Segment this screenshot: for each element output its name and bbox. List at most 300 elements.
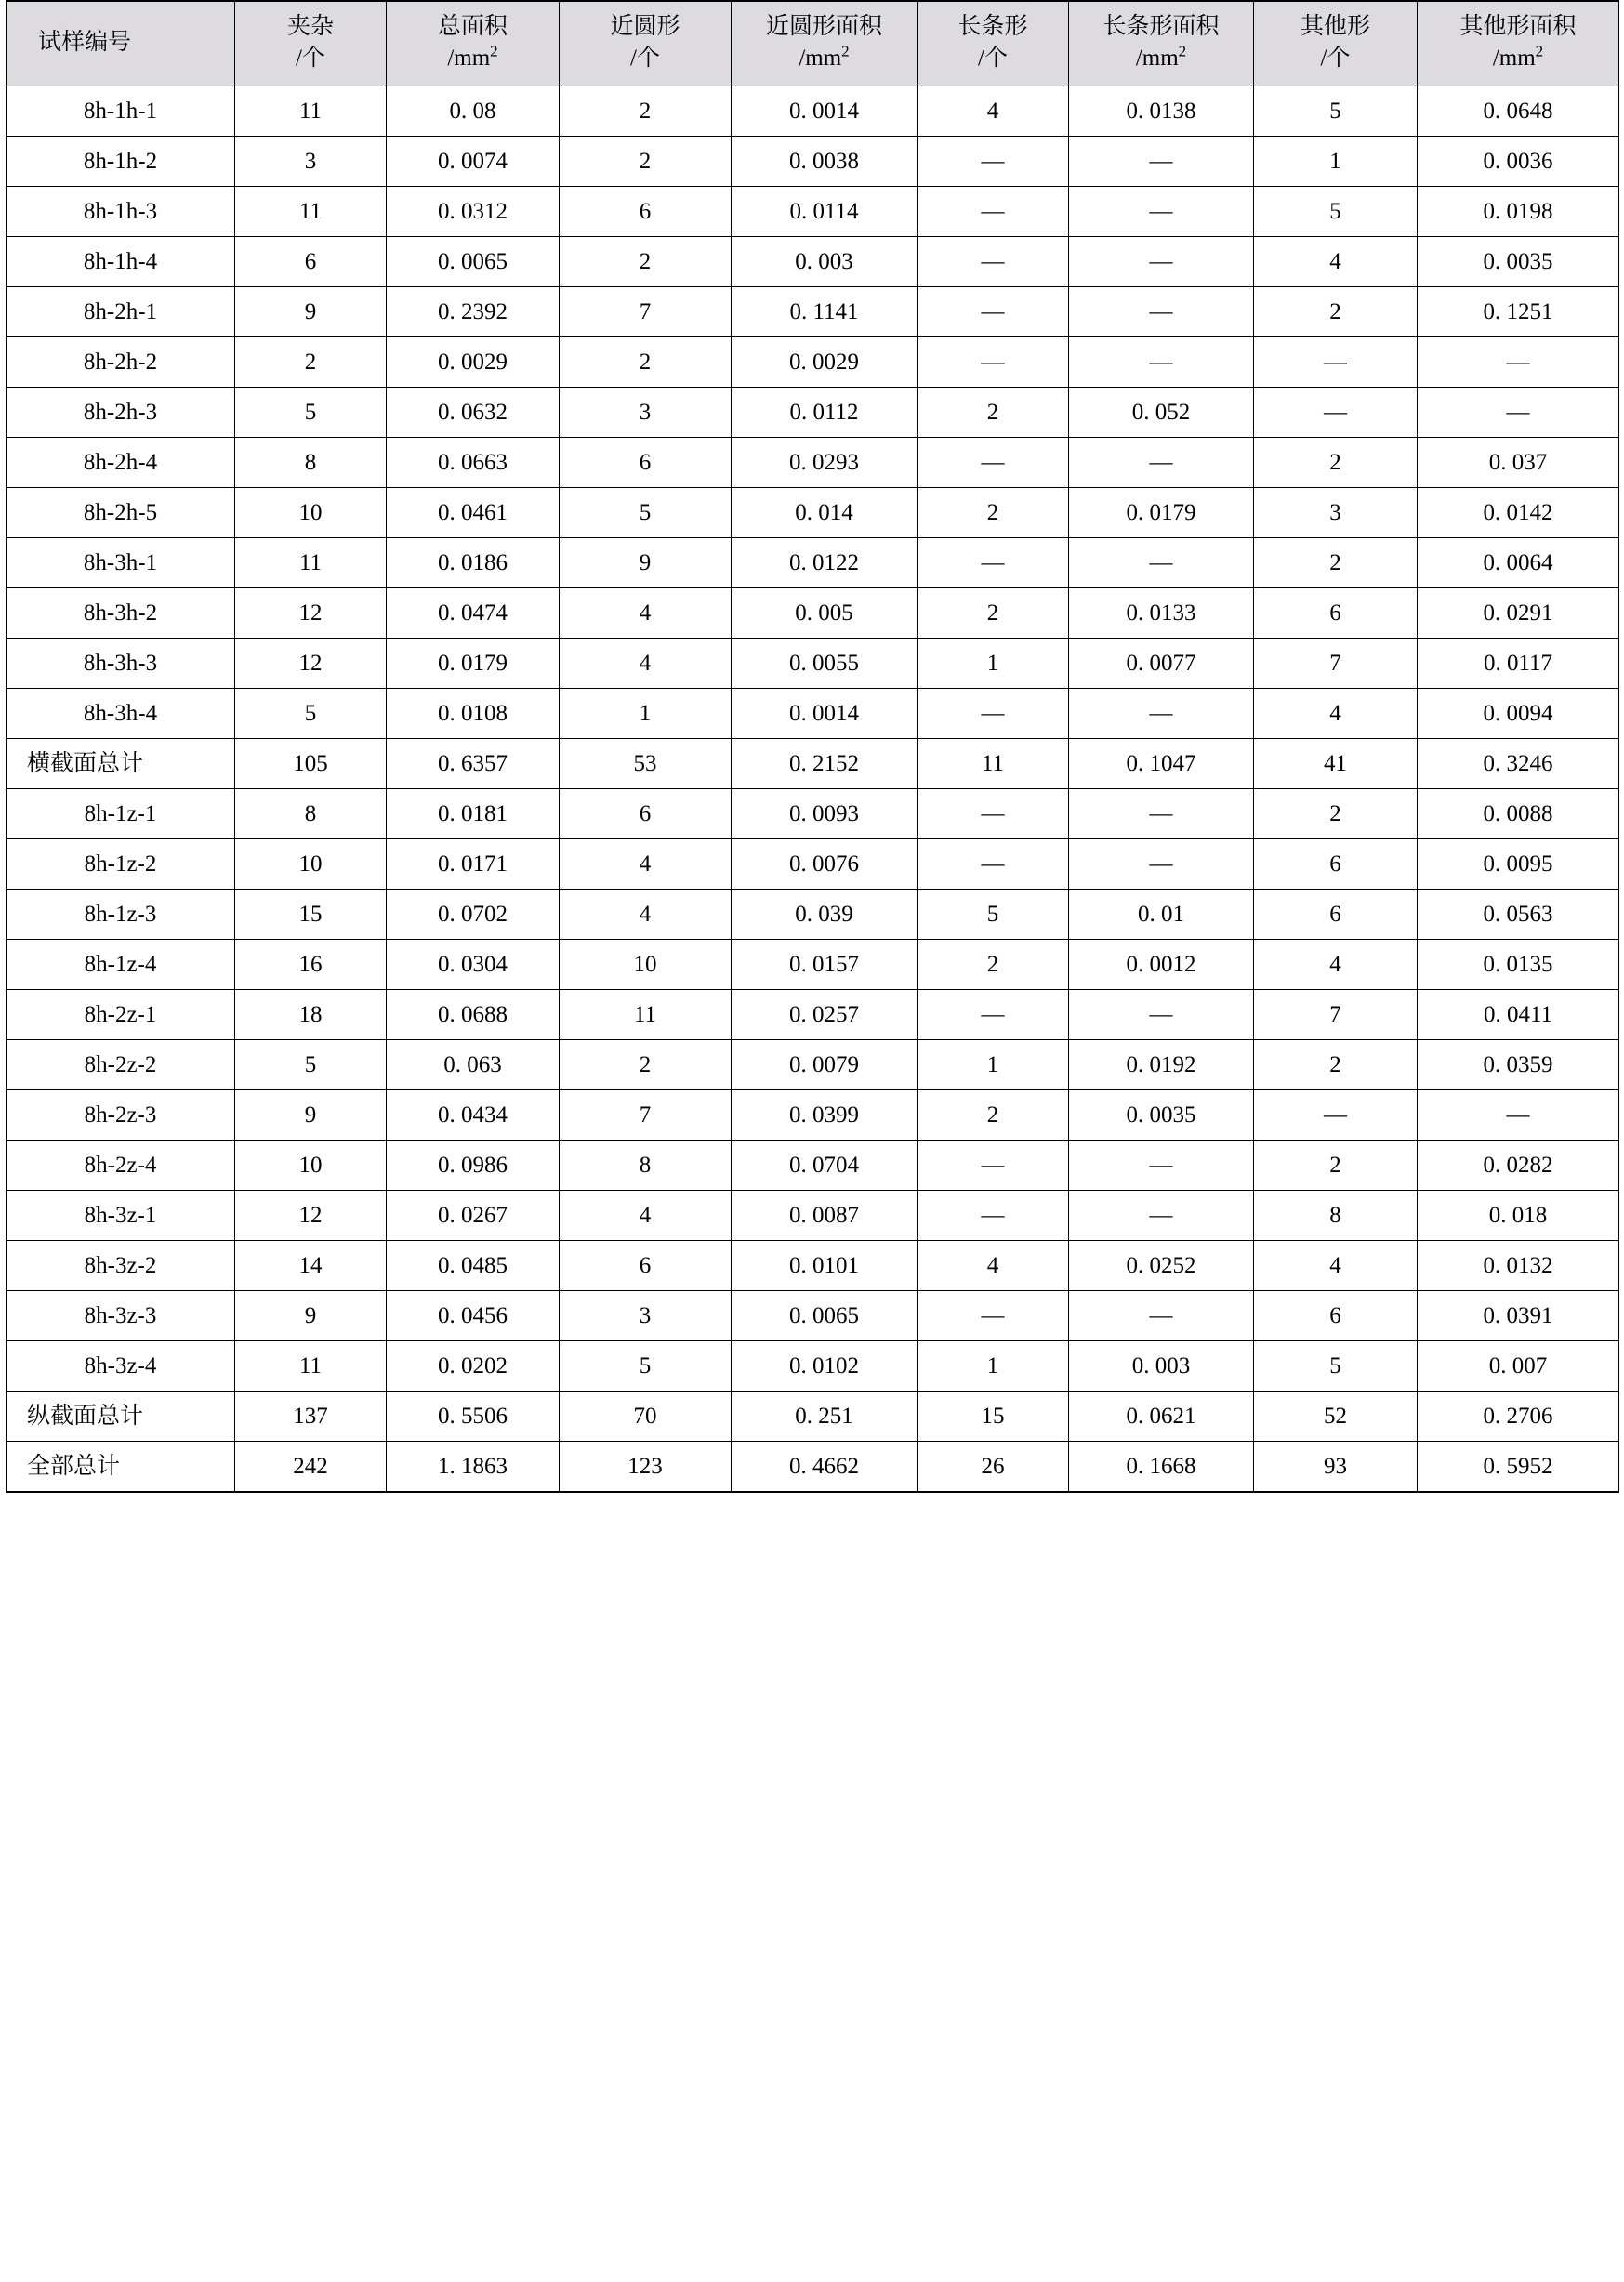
table-cell: 0. 08: [387, 86, 560, 137]
table-cell: 7: [1254, 990, 1418, 1040]
table-cell: 0. 0035: [1069, 1090, 1254, 1141]
table-cell: 12: [235, 588, 387, 639]
table-row: [7, 689, 1619, 739]
table-cell: 8: [235, 438, 387, 488]
table-row: [7, 639, 1619, 689]
row-label: 8h-1z-4: [7, 940, 235, 990]
table-cell: 3: [560, 1291, 732, 1341]
table-cell: —: [1418, 337, 1619, 388]
table-cell: —: [1069, 538, 1254, 588]
table-cell: 0. 003: [732, 237, 918, 287]
table-cell: 0. 0012: [1069, 940, 1254, 990]
table-cell: 105: [235, 739, 387, 789]
table-cell: 9: [235, 1090, 387, 1141]
table-cell: 3: [235, 137, 387, 187]
table-cell: 137: [235, 1392, 387, 1442]
table-cell: 0. 0688: [387, 990, 560, 1040]
table-cell: 5: [560, 488, 732, 538]
row-label: 8h-3z-3: [7, 1291, 235, 1341]
table-cell: 0. 0094: [1418, 689, 1619, 739]
table-cell: —: [918, 287, 1069, 337]
table-cell: 2: [560, 137, 732, 187]
table-cell: 41: [1254, 739, 1418, 789]
table-cell: 8: [560, 1141, 732, 1191]
table-cell: 11: [235, 86, 387, 137]
table-cell: 1: [1254, 137, 1418, 187]
row-label: 横截面总计: [7, 739, 235, 789]
column-header-title: 总面积: [437, 14, 508, 39]
table-cell: 2: [1254, 287, 1418, 337]
table-cell: 4: [1254, 689, 1418, 739]
table-cell: 2: [1254, 538, 1418, 588]
table-row: [7, 1040, 1619, 1090]
table-cell: 0. 0434: [387, 1090, 560, 1141]
row-label: 8h-2z-1: [7, 990, 235, 1040]
row-label: 8h-2h-4: [7, 438, 235, 488]
table-cell: 0. 0702: [387, 890, 560, 940]
row-label: 8h-3h-4: [7, 689, 235, 739]
table-cell: 0. 1668: [1069, 1442, 1254, 1493]
table-cell: 5: [235, 388, 387, 438]
table-cell: 0. 0133: [1069, 588, 1254, 639]
table-cell: —: [1254, 337, 1418, 388]
column-header-unit: $/mm^2$: [447, 42, 498, 71]
table-cell: 0. 0312: [387, 187, 560, 237]
table-cell: 8: [235, 789, 387, 839]
table-cell: —: [1069, 187, 1254, 237]
row-label: 8h-2h-2: [7, 337, 235, 388]
table-cell: 0. 0064: [1418, 538, 1619, 588]
table-row: [7, 739, 1619, 789]
column-header-title: 长条形面积: [1102, 14, 1220, 39]
table-cell: 2: [560, 86, 732, 137]
column-header-unit: /个: [630, 46, 660, 71]
table-cell: 11: [918, 739, 1069, 789]
table-body: [7, 86, 1619, 1493]
table-cell: 0. 0055: [732, 639, 918, 689]
table-cell: 1. 1863: [387, 1442, 560, 1493]
table-cell: 0. 0282: [1418, 1141, 1619, 1191]
table-cell: 0. 0122: [732, 538, 918, 588]
table-cell: —: [918, 187, 1069, 237]
table-cell: 4: [1254, 237, 1418, 287]
table-cell: 0. 1251: [1418, 287, 1619, 337]
table-cell: 0. 0648: [1418, 86, 1619, 137]
table-cell: —: [1069, 789, 1254, 839]
table-cell: 4: [560, 890, 732, 940]
table-cell: 0. 0087: [732, 1191, 918, 1241]
table-row: [7, 488, 1619, 538]
table-cell: 7: [560, 287, 732, 337]
table-cell: —: [1418, 1090, 1619, 1141]
table-cell: —: [918, 337, 1069, 388]
table-cell: 5: [1254, 187, 1418, 237]
table-cell: 0. 039: [732, 890, 918, 940]
table-cell: 0. 0621: [1069, 1392, 1254, 1442]
table-cell: 0. 251: [732, 1392, 918, 1442]
table-cell: 0. 0108: [387, 689, 560, 739]
column-header-title: 试样编号: [38, 30, 132, 55]
table-cell: 0. 0065: [732, 1291, 918, 1341]
table-cell: 0. 0035: [1418, 237, 1619, 287]
table-cell: 0. 0117: [1418, 639, 1619, 689]
table-row: [7, 1442, 1619, 1493]
table-cell: 5: [235, 689, 387, 739]
column-header-unit: $/mm^2$: [799, 42, 850, 71]
table-cell: 0. 0399: [732, 1090, 918, 1141]
table-cell: 0. 0198: [1418, 187, 1619, 237]
table-cell: 4: [560, 1191, 732, 1241]
table-cell: 123: [560, 1442, 732, 1493]
table-cell: 2: [918, 388, 1069, 438]
column-header-8: [1418, 1, 1619, 86]
table-cell: 2: [918, 588, 1069, 639]
row-label: 纵截面总计: [7, 1392, 235, 1442]
table-cell: 18: [235, 990, 387, 1040]
table-cell: 1: [560, 689, 732, 739]
table-row: [7, 588, 1619, 639]
row-label: 8h-3h-2: [7, 588, 235, 639]
table-cell: 4: [560, 588, 732, 639]
table-row: [7, 1090, 1619, 1141]
row-label: 8h-3z-2: [7, 1241, 235, 1291]
table-cell: 1: [918, 1341, 1069, 1392]
table-cell: 0. 01: [1069, 890, 1254, 940]
table-header: [7, 1, 1619, 86]
table-cell: 0. 0663: [387, 438, 560, 488]
column-header-unit: $/mm^2$: [1492, 42, 1544, 71]
table-cell: 5: [918, 890, 1069, 940]
table-cell: 0. 0632: [387, 388, 560, 438]
table-cell: —: [918, 789, 1069, 839]
table-cell: 2: [1254, 438, 1418, 488]
table-cell: 0. 0014: [732, 689, 918, 739]
table-cell: 10: [235, 839, 387, 890]
table-cell: 4: [918, 86, 1069, 137]
row-label: 8h-1z-2: [7, 839, 235, 890]
table-cell: 0. 0132: [1418, 1241, 1619, 1291]
table-cell: 0. 0065: [387, 237, 560, 287]
table-cell: 0. 0029: [732, 337, 918, 388]
table-cell: —: [1069, 1191, 1254, 1241]
table-cell: 0. 0112: [732, 388, 918, 438]
table-cell: 0. 0076: [732, 839, 918, 890]
table-cell: 10: [235, 488, 387, 538]
table-cell: 11: [235, 187, 387, 237]
table-row: [7, 237, 1619, 287]
row-label: 8h-1h-1: [7, 86, 235, 137]
table-row: [7, 287, 1619, 337]
table-cell: 0. 014: [732, 488, 918, 538]
table-cell: 5: [560, 1341, 732, 1392]
table-cell: 0. 0202: [387, 1341, 560, 1392]
table-cell: —: [1418, 388, 1619, 438]
table-row: [7, 1141, 1619, 1191]
row-label: 全部总计: [7, 1442, 235, 1493]
table-row: [7, 1392, 1619, 1442]
table-cell: 0. 0157: [732, 940, 918, 990]
table-cell: 2: [1254, 1141, 1418, 1191]
table-cell: 52: [1254, 1392, 1418, 1442]
table-cell: 16: [235, 940, 387, 990]
table-cell: 0. 007: [1418, 1341, 1619, 1392]
table-header-row: [7, 1, 1619, 86]
table-cell: 0. 0267: [387, 1191, 560, 1241]
table-cell: 70: [560, 1392, 732, 1442]
table-cell: 0. 0101: [732, 1241, 918, 1291]
row-label: 8h-1z-3: [7, 890, 235, 940]
table-cell: —: [918, 1141, 1069, 1191]
table-cell: 6: [1254, 839, 1418, 890]
table-cell: 0. 3246: [1418, 739, 1619, 789]
table-cell: 0. 0093: [732, 789, 918, 839]
table-cell: —: [918, 689, 1069, 739]
table-row: [7, 890, 1619, 940]
table-cell: 4: [918, 1241, 1069, 1291]
table-row: [7, 1191, 1619, 1241]
table-cell: 0. 0095: [1418, 839, 1619, 890]
table-cell: 0. 0704: [732, 1141, 918, 1191]
table-cell: 15: [235, 890, 387, 940]
table-cell: 7: [1254, 639, 1418, 689]
table-cell: 0. 2392: [387, 287, 560, 337]
table-cell: 0. 0291: [1418, 588, 1619, 639]
table-cell: —: [918, 1191, 1069, 1241]
table-row: [7, 86, 1619, 137]
table-cell: 0. 0181: [387, 789, 560, 839]
table-row: [7, 337, 1619, 388]
row-label: 8h-1h-3: [7, 187, 235, 237]
row-label: 8h-1h-4: [7, 237, 235, 287]
table-cell: 3: [560, 388, 732, 438]
column-header-3: [560, 1, 732, 86]
table-cell: 0. 0359: [1418, 1040, 1619, 1090]
table-cell: 0. 0029: [387, 337, 560, 388]
table-cell: 2: [235, 337, 387, 388]
table-cell: 0. 0077: [1069, 639, 1254, 689]
table-cell: 0. 0986: [387, 1141, 560, 1191]
table-cell: 4: [560, 639, 732, 689]
table-row: [7, 1291, 1619, 1341]
table-cell: 5: [235, 1040, 387, 1090]
row-label: 8h-2h-1: [7, 287, 235, 337]
table-cell: 0. 0074: [387, 137, 560, 187]
table-cell: 0. 4662: [732, 1442, 918, 1493]
table-cell: 0. 0192: [1069, 1040, 1254, 1090]
table-cell: 7: [560, 1090, 732, 1141]
table-cell: 2: [918, 1090, 1069, 1141]
table-cell: 0. 0293: [732, 438, 918, 488]
table-cell: 0. 0038: [732, 137, 918, 187]
table-cell: 0. 0391: [1418, 1291, 1619, 1341]
table-cell: 11: [235, 1341, 387, 1392]
table-row: [7, 137, 1619, 187]
table-cell: 6: [1254, 588, 1418, 639]
row-label: 8h-2h-5: [7, 488, 235, 538]
table-cell: 0. 2152: [732, 739, 918, 789]
table-cell: 3: [1254, 488, 1418, 538]
table-cell: 0. 2706: [1418, 1392, 1619, 1442]
table-cell: 11: [560, 990, 732, 1040]
table-cell: 0. 003: [1069, 1341, 1254, 1392]
table-cell: —: [918, 237, 1069, 287]
table-cell: 2: [560, 237, 732, 287]
table-cell: 0. 005: [732, 588, 918, 639]
table-cell: 4: [1254, 1241, 1418, 1291]
table-cell: 6: [235, 237, 387, 287]
table-cell: —: [918, 538, 1069, 588]
row-label: 8h-3h-1: [7, 538, 235, 588]
column-header-title: 夹杂: [286, 14, 334, 39]
table-cell: 0. 0142: [1418, 488, 1619, 538]
table-cell: 5: [1254, 86, 1418, 137]
table-row: [7, 1241, 1619, 1291]
table-row: [7, 839, 1619, 890]
table-cell: 10: [560, 940, 732, 990]
row-label: 8h-2z-2: [7, 1040, 235, 1090]
table-cell: 9: [235, 287, 387, 337]
table-row: [7, 1341, 1619, 1392]
column-header-title: 其他形面积: [1459, 14, 1577, 39]
table-cell: 6: [560, 438, 732, 488]
table-cell: 0. 0171: [387, 839, 560, 890]
table-cell: 0. 0014: [732, 86, 918, 137]
table-cell: 6: [1254, 890, 1418, 940]
table-cell: 0. 5506: [387, 1392, 560, 1442]
table-cell: 0. 1141: [732, 287, 918, 337]
table-cell: —: [1069, 237, 1254, 287]
table-cell: 2: [1254, 789, 1418, 839]
column-header-1: [235, 1, 387, 86]
table-cell: 2: [560, 1040, 732, 1090]
table-cell: 8: [1254, 1191, 1418, 1241]
table-cell: 2: [560, 337, 732, 388]
column-header-unit: /个: [1320, 46, 1351, 71]
row-label: 8h-3z-1: [7, 1191, 235, 1241]
table-cell: 93: [1254, 1442, 1418, 1493]
table-cell: —: [1069, 1141, 1254, 1191]
table-cell: 1: [918, 639, 1069, 689]
row-label: 8h-1h-2: [7, 137, 235, 187]
table-cell: 9: [560, 538, 732, 588]
table-row: [7, 789, 1619, 839]
table-cell: 0. 0252: [1069, 1241, 1254, 1291]
table-cell: 0. 0079: [732, 1040, 918, 1090]
table-cell: 0. 0485: [387, 1241, 560, 1291]
table-cell: 4: [560, 839, 732, 890]
table-cell: 11: [235, 538, 387, 588]
table-cell: —: [1069, 337, 1254, 388]
table-cell: 6: [560, 187, 732, 237]
table-cell: 6: [560, 1241, 732, 1291]
table-cell: 0. 037: [1418, 438, 1619, 488]
table-row: [7, 940, 1619, 990]
inclusion-statistics-table: [6, 0, 1619, 1493]
table-cell: 0. 0102: [732, 1341, 918, 1392]
column-header-unit: /个: [978, 46, 1008, 71]
table-cell: —: [1254, 388, 1418, 438]
table-cell: 2: [1254, 1040, 1418, 1090]
table-cell: 0. 0088: [1418, 789, 1619, 839]
table-cell: 0. 0138: [1069, 86, 1254, 137]
table-cell: 14: [235, 1241, 387, 1291]
table-cell: —: [1254, 1090, 1418, 1141]
row-label: 8h-3z-4: [7, 1341, 235, 1392]
table-cell: 10: [235, 1141, 387, 1191]
table-cell: —: [918, 839, 1069, 890]
table-cell: 2: [918, 488, 1069, 538]
table-cell: 0. 0304: [387, 940, 560, 990]
table-cell: 1: [918, 1040, 1069, 1090]
table-cell: —: [1069, 689, 1254, 739]
table-cell: 242: [235, 1442, 387, 1493]
table-cell: —: [918, 990, 1069, 1040]
table-cell: 6: [560, 789, 732, 839]
column-header-unit: /个: [296, 46, 325, 71]
table-cell: 9: [235, 1291, 387, 1341]
table-cell: —: [1069, 137, 1254, 187]
row-label: 8h-2z-3: [7, 1090, 235, 1141]
table-cell: 0. 0257: [732, 990, 918, 1040]
row-label: 8h-2z-4: [7, 1141, 235, 1191]
table-cell: 0. 0179: [1069, 488, 1254, 538]
table-cell: 0. 052: [1069, 388, 1254, 438]
table-cell: 5: [1254, 1341, 1418, 1392]
column-header-unit: $/mm^2$: [1135, 42, 1187, 71]
table-cell: 0. 0474: [387, 588, 560, 639]
table-cell: 0. 0411: [1418, 990, 1619, 1040]
table-cell: 6: [1254, 1291, 1418, 1341]
table-row: [7, 388, 1619, 438]
column-header-title: 近圆形面积: [765, 14, 882, 39]
row-label: 8h-2h-3: [7, 388, 235, 438]
table-cell: 0. 0461: [387, 488, 560, 538]
column-header-title: 近圆形: [610, 14, 680, 39]
table-cell: —: [1069, 1291, 1254, 1341]
table-cell: 0. 0563: [1418, 890, 1619, 940]
column-header-7: [1254, 1, 1418, 86]
table-row: [7, 990, 1619, 1040]
table-row: [7, 438, 1619, 488]
table-cell: 15: [918, 1392, 1069, 1442]
table-cell: 0. 0036: [1418, 137, 1619, 187]
column-header-4: [732, 1, 918, 86]
table-cell: 0. 063: [387, 1040, 560, 1090]
table-row: [7, 538, 1619, 588]
table-cell: 53: [560, 739, 732, 789]
table-cell: —: [1069, 438, 1254, 488]
table-cell: 4: [1254, 940, 1418, 990]
table-cell: —: [918, 438, 1069, 488]
table-cell: 12: [235, 1191, 387, 1241]
column-header-5: [918, 1, 1069, 86]
column-header-title: 其他形: [1300, 14, 1370, 39]
table-cell: —: [918, 137, 1069, 187]
table-cell: 0. 0114: [732, 187, 918, 237]
column-header-6: [1069, 1, 1254, 86]
table-row: [7, 187, 1619, 237]
table-cell: 12: [235, 639, 387, 689]
table-cell: 26: [918, 1442, 1069, 1493]
table-cell: —: [1069, 990, 1254, 1040]
table-cell: 0. 018: [1418, 1191, 1619, 1241]
table-cell: 0. 1047: [1069, 739, 1254, 789]
table-cell: —: [1069, 839, 1254, 890]
table-cell: 0. 5952: [1418, 1442, 1619, 1493]
column-header-0: [7, 1, 235, 86]
row-label: 8h-1z-1: [7, 789, 235, 839]
table-cell: 0. 0456: [387, 1291, 560, 1341]
